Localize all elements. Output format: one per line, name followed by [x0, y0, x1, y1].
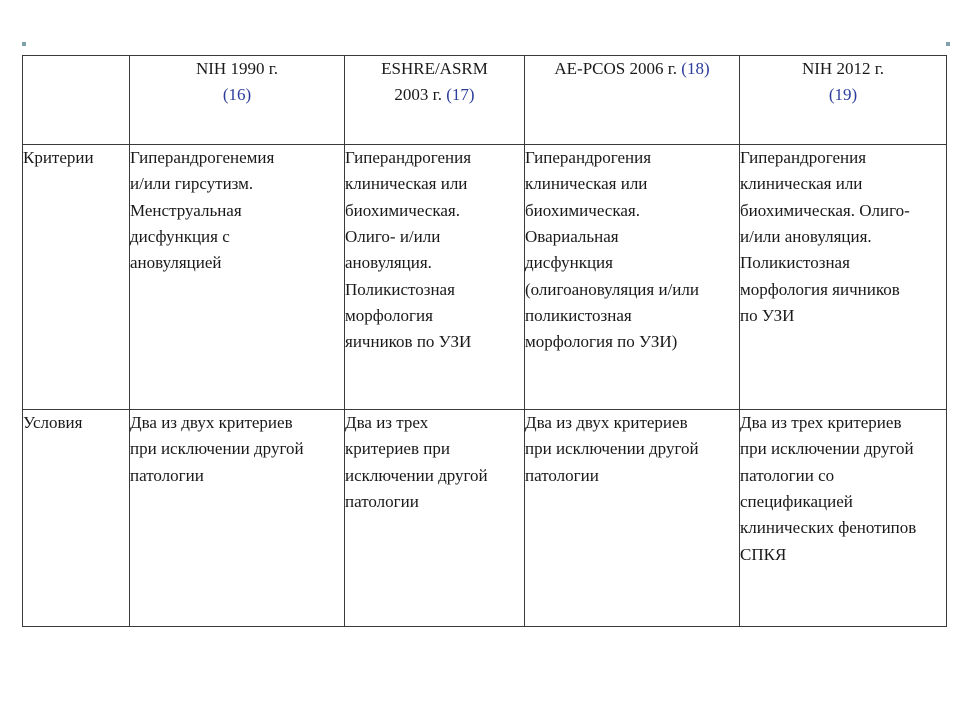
cell-line: Гиперандрогенемия: [130, 148, 275, 167]
cell-line: патологии: [130, 465, 204, 485]
cell-line: клиническая или: [525, 174, 648, 194]
cell-line: патологии: [345, 492, 419, 512]
cell-line: (олигоановуляция и/или: [525, 279, 699, 299]
table-cell: [345, 145, 525, 410]
cell-line: Овариальная: [525, 227, 619, 247]
cell-line: Поликистозная: [740, 253, 850, 273]
cell-line: Два из двух критериев: [130, 413, 293, 432]
cell-line: дисфункция с: [130, 227, 230, 247]
column-year: 2003 г.: [394, 84, 447, 104]
column-title: NIH 2012 г.: [801, 59, 885, 78]
reference-link: (16): [222, 84, 252, 104]
reference-link: (18): [681, 59, 710, 78]
cell-line: и/или ановуляция.: [740, 227, 872, 247]
row-label: Критерии: [23, 145, 130, 410]
cell-line: биохимическая.: [345, 200, 460, 220]
cell-line: клиническая или: [740, 174, 863, 194]
cell-line: яичников по УЗИ: [345, 332, 472, 352]
cell-line: биохимическая. Олиго-: [740, 200, 910, 220]
cell-line: Два из трех: [345, 413, 429, 432]
cell-line: Гиперандрогения: [525, 148, 652, 167]
table-cell: [345, 410, 525, 627]
table-cell: [740, 145, 947, 410]
cell-line: ановуляция.: [345, 253, 432, 273]
table-cell: [130, 410, 345, 627]
cell-line: патологии со: [740, 465, 835, 485]
cell-line: клинических фенотипов: [740, 518, 917, 538]
corner-cell: [23, 56, 130, 145]
cell-line: морфология: [345, 306, 433, 326]
header-row: [23, 56, 947, 145]
cell-line: Два из трех критериев: [740, 413, 902, 432]
cell-line: Олиго- и/или: [345, 227, 441, 247]
column-header-eshre-asrm-2003: [345, 56, 525, 145]
cell-line: Гиперандрогения: [740, 148, 867, 167]
column-title: AE-PCOS 2006 г.: [554, 59, 682, 78]
cell-line: дисфункция: [525, 253, 613, 273]
table-cell: [740, 410, 947, 627]
row-label: Условия: [23, 410, 130, 627]
column-title: ESHRE/ASRM: [381, 59, 488, 78]
column-header-ae-pcos-2006: [525, 56, 740, 145]
cell-line: исключении другой: [345, 465, 488, 485]
cell-line: морфология по УЗИ): [525, 332, 678, 352]
cell-line: Поликистозная: [345, 279, 455, 299]
cell-line: клиническая или: [345, 174, 468, 194]
cell-line: СПКЯ: [740, 544, 787, 564]
cell-line: Менструальная: [130, 200, 242, 220]
cell-line: патологии: [525, 465, 599, 485]
table-row-conditions: [23, 410, 947, 627]
column-header-nih-2012: [740, 56, 947, 145]
cell-line: по УЗИ: [740, 306, 795, 326]
cell-line: ановуляцией: [130, 253, 222, 273]
cell-line: Гиперандрогения: [345, 148, 472, 167]
cell-line: при исключении другой: [130, 439, 304, 459]
cell-line: при исключении другой: [740, 439, 914, 459]
column-header-nih-1990: [130, 56, 345, 145]
table-cell: [130, 145, 345, 410]
column-title: NIH 1990 г.: [195, 59, 279, 78]
cell-line: критериев при: [345, 439, 450, 459]
reference-link: (19): [828, 84, 858, 104]
cell-line: спецификацией: [740, 492, 853, 512]
table-row-criteria: [23, 145, 947, 410]
cell-line: при исключении другой: [525, 439, 699, 459]
cell-line: поликистозная: [525, 306, 632, 326]
corner-marker-left: [22, 42, 26, 46]
reference-link: (17): [446, 84, 475, 104]
cell-line: Два из двух критериев: [525, 413, 688, 432]
cell-line: морфология яичников: [740, 279, 900, 299]
cell-line: и/или гирсутизм.: [130, 174, 254, 194]
table-cell: [525, 145, 740, 410]
table-cell: [525, 410, 740, 627]
corner-marker-right: [946, 42, 950, 46]
cell-line: биохимическая.: [525, 200, 640, 220]
pcos-criteria-table: [22, 55, 947, 627]
